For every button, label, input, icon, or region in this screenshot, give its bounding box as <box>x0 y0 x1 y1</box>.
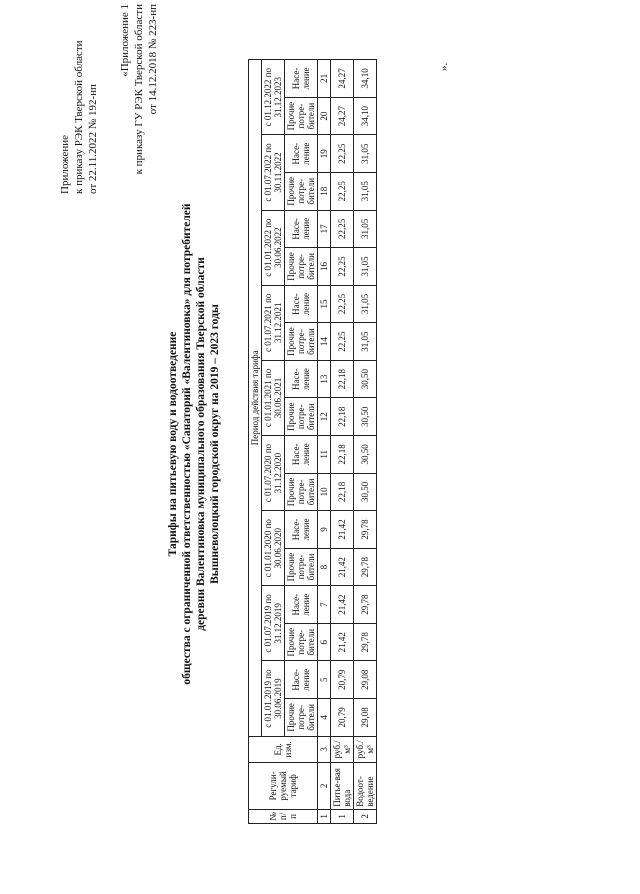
tariff-value-cell: 21,42 <box>331 586 354 624</box>
original-appendix-line: к приказу ГУ РЭК Тверской области <box>133 4 145 175</box>
tariff-value-cell: 20,79 <box>331 699 354 737</box>
tariff-value-cell: 31,05 <box>354 172 377 210</box>
period-header: с 01.07.2020 по 31.12.2020 <box>262 436 285 511</box>
subheader-population: Насе-ление <box>285 135 318 173</box>
tariff-value-cell: 34,10 <box>354 60 377 98</box>
tariff-value-cell: 22,18 <box>331 436 354 474</box>
column-index-cell: 4 <box>318 699 331 737</box>
closing-quote: ». <box>438 62 450 71</box>
tariff-value-cell: 30,50 <box>354 473 377 511</box>
period-header: с 01.01.2022 по 30.06.2022 <box>262 210 285 285</box>
tariff-value-cell: 29,78 <box>354 623 377 661</box>
column-index-cell: 18 <box>318 172 331 210</box>
tariff-value-cell: 22,25 <box>331 285 354 323</box>
column-index-row <box>318 60 331 824</box>
tariff-value-cell: 29,78 <box>354 586 377 624</box>
tariff-value-cell: 24,27 <box>331 97 354 135</box>
subheader-other-consumers: Прочие потре-бители <box>285 172 318 210</box>
subheader-population: Насе-ление <box>285 511 318 549</box>
tariff-table <box>248 59 377 824</box>
column-index-cell: 12 <box>318 398 331 436</box>
tariff-value-cell: 22,18 <box>331 398 354 436</box>
tariff-name: Водоот-ведение <box>354 763 377 810</box>
unit-cell: руб./м³ <box>354 736 377 762</box>
tariff-value-cell: 31,05 <box>354 135 377 173</box>
original-appendix-note <box>118 4 160 234</box>
subheader-population: Насе-ление <box>285 210 318 248</box>
subheader-other-consumers: Прочие потре-бители <box>285 473 318 511</box>
column-index-cell: 3 <box>318 736 331 762</box>
column-index-cell: 1 <box>318 809 331 823</box>
tariff-value-cell: 24,27 <box>331 60 354 98</box>
tariff-value-cell: 31,05 <box>354 248 377 286</box>
period-header: с 01.07.2021 по 31.12.2021 <box>262 285 285 360</box>
table-row <box>354 60 377 824</box>
column-index-cell: 11 <box>318 436 331 474</box>
tariff-value-cell: 22,25 <box>331 172 354 210</box>
title-line: общества с ограниченной ответственностью «Санаторий «Валентиновка» для потребителей <box>181 203 193 685</box>
table-row <box>331 60 354 824</box>
title-line: деревни Валентиновка муниципального образования Тверской области <box>195 257 207 631</box>
column-index-cell: 13 <box>318 360 331 398</box>
tariff-value-cell: 21,42 <box>331 623 354 661</box>
row-number: 1 <box>331 809 354 823</box>
tariff-value-cell: 29,78 <box>354 511 377 549</box>
appendix-note <box>58 14 100 194</box>
subheader-population: Насе-ление <box>285 60 318 98</box>
tariff-value-cell: 31,05 <box>354 210 377 248</box>
tariff-value-cell: 29,78 <box>354 548 377 586</box>
column-index-cell: 9 <box>318 511 331 549</box>
column-index-cell: 16 <box>318 248 331 286</box>
header-tariff: Регули-руемый тариф <box>249 763 318 810</box>
tariff-value-cell: 22,18 <box>331 473 354 511</box>
subheader-population: Насе-ление <box>285 436 318 474</box>
header-period: Период действия тарифа <box>249 60 262 737</box>
subheader-population: Насе-ление <box>285 661 318 699</box>
appendix-line: Приложение <box>59 134 71 194</box>
tariff-value-cell: 22,18 <box>331 360 354 398</box>
tariff-value-cell: 22,25 <box>331 210 354 248</box>
column-index-cell: 8 <box>318 548 331 586</box>
tariff-value-cell: 31,05 <box>354 323 377 361</box>
tariff-value-cell: 31,05 <box>354 285 377 323</box>
tariff-value-cell: 34,10 <box>354 97 377 135</box>
header-unit: Ед. изм. <box>249 736 318 762</box>
tariff-value-cell: 30,50 <box>354 398 377 436</box>
subheader-other-consumers: Прочие потре-бители <box>285 398 318 436</box>
tariff-value-cell: 29,08 <box>354 661 377 699</box>
tariff-value-cell: 30,50 <box>354 360 377 398</box>
column-index-cell: 7 <box>318 586 331 624</box>
period-header: с 01.01.2020 по 30.06.2020 <box>262 511 285 586</box>
tariff-value-cell: 22,25 <box>331 248 354 286</box>
column-index-cell: 5 <box>318 661 331 699</box>
appendix-line: к приказу РЭК Тверской области <box>73 40 85 194</box>
title-line: Вышневолоцкий городской округ на 2019 – 2023 годы <box>209 304 221 584</box>
appendix-line: от 22.11.2022 № 192-нп <box>87 84 99 194</box>
document-title <box>166 114 222 774</box>
tariff-value-cell: 21,42 <box>331 511 354 549</box>
subheader-other-consumers: Прочие потре-бители <box>285 97 318 135</box>
column-index-cell: 6 <box>318 623 331 661</box>
period-header: с 01.12.2022 по 31.12.2023 <box>262 60 285 135</box>
column-index-cell: 15 <box>318 285 331 323</box>
subheader-population: Насе-ление <box>285 285 318 323</box>
period-header: с 01.01.2021 по 30.06.2021 <box>262 360 285 435</box>
subheader-population: Насе-ление <box>285 586 318 624</box>
column-index-cell: 20 <box>318 97 331 135</box>
tariff-value-cell: 30,50 <box>354 436 377 474</box>
header-number: № п/п <box>249 809 318 823</box>
column-index-cell: 14 <box>318 323 331 361</box>
tariff-value-cell: 22,25 <box>331 135 354 173</box>
title-line: Тарифы на питьевую воду и водоотведение <box>167 331 179 557</box>
period-header: с 01.01.2019 по 30.06.2019 <box>262 661 285 736</box>
unit-cell: руб./м³ <box>331 736 354 762</box>
tariff-value-cell: 29,08 <box>354 699 377 737</box>
period-header: с 01.07.2019 по 31.12.2019 <box>262 586 285 661</box>
subheader-other-consumers: Прочие потре-бители <box>285 699 318 737</box>
tariff-value-cell: 22,25 <box>331 323 354 361</box>
subheader-other-consumers: Прочие потре-бители <box>285 323 318 361</box>
table-body <box>318 60 377 824</box>
tariff-name: Питье-вая вода <box>331 763 354 810</box>
column-index-cell: 10 <box>318 473 331 511</box>
original-appendix-line: от 14.12.2018 № 223-нп <box>147 4 159 115</box>
subheader-other-consumers: Прочие потре-бители <box>285 623 318 661</box>
tariff-value-cell: 20,79 <box>331 661 354 699</box>
subheader-other-consumers: Прочие потре-бители <box>285 548 318 586</box>
column-index-cell: 19 <box>318 135 331 173</box>
column-index-cell: 2 <box>318 763 331 810</box>
period-header: с 01.07.2022 по 30.11.2022 <box>262 135 285 210</box>
row-number: 2 <box>354 809 377 823</box>
subheader-row <box>285 60 318 824</box>
subheader-other-consumers: Прочие потре-бители <box>285 248 318 286</box>
subheader-population: Насе-ление <box>285 360 318 398</box>
column-index-cell: 21 <box>318 60 331 98</box>
period-row <box>262 60 285 824</box>
table-header-row <box>249 60 262 824</box>
column-index-cell: 17 <box>318 210 331 248</box>
original-appendix-line: «Приложение 1 <box>119 4 131 77</box>
tariff-value-cell: 21,42 <box>331 548 354 586</box>
